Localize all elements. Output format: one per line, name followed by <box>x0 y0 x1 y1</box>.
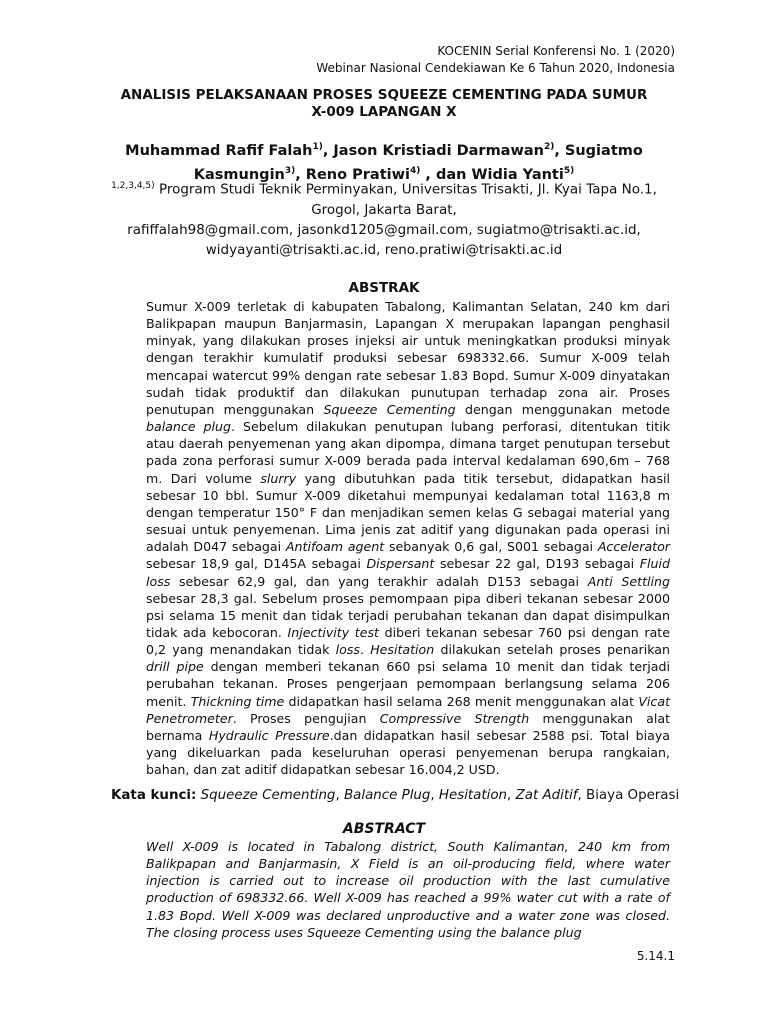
abstrak-text: diberi tekanan sebesar 760 psi dengan rate 0,2 yang menandakan tidak <box>146 624 670 658</box>
abstrak-term: balance plug <box>146 419 232 435</box>
keyword-separator: , <box>507 788 516 803</box>
abstrak-text: sebesar 28,3 gal. Sebelum proses pemompaan pipa diberi tekanan sebesar 2000 psi selama 15 menit dan tidak terjadi perubahan tekanan dan dapat disimpulkan tidak ada kebocoran. <box>146 590 670 640</box>
abstrak-text: . Proses pengujian <box>232 710 380 726</box>
abstrak-text: sebanyak 0,6 gal, S001 sebagai <box>384 539 598 555</box>
abstrak-term: Compressive Strength <box>379 710 530 726</box>
keyword: Zat Aditif <box>515 788 578 803</box>
running-header <box>316 43 675 77</box>
keyword: Hesitation <box>438 788 508 803</box>
keyword-separator: , <box>335 788 344 803</box>
abstrak-body <box>146 298 670 778</box>
header-line-2: Webinar Nasional Cendekiawan Ke 6 Tahun 2020, Indonesia <box>316 61 675 75</box>
abstrak-text: sebesar 22 gal, D193 sebagai <box>434 556 640 572</box>
author-5-mark: 5) <box>563 165 575 176</box>
abstrak-term: Anti Settling <box>587 573 670 589</box>
keyword-tail: , Biaya Operasi <box>577 788 680 803</box>
abstrak-term: Hesitation <box>370 642 435 658</box>
abstrak-text: Sumur X-009 terletak di kabupaten Tabalong, Kalimantan Selatan, 240 km dari Balikpapan maupun Banjarmasin, Lapangan X merupakan lapangan penghasil minyak, yang dilakukan proses injeksi air untuk meningkatkan produksi minyak dengan terakhir kumulatif produksi sebesar 698332.66. Sumur X-009 telah mencapai watercut 99% dengan rate sebesar 1.83 Bopd. Sumur X-009 dinyatakan sudah tidak produktif dan dilakukan punutupan terhadap zona air. Proses penutupan menggunakan <box>146 299 670 417</box>
abstract-body: Well X-009 is located in Tabalong district, South Kalimantan, 240 km from Balikpapan and Banjarmasin, X Field is an oil-producing field, where water injection is carried out to increase oil production with the last cumulative production of 698332.66. Well X-009 has reached a 99% water cut with a rate of 1.83 Bopd. Well X-009 was declared unproductive and a water zone was closed. The closing process uses Squeeze Cementing using the balance plug <box>146 839 670 940</box>
author-1-mark: 1) <box>312 142 323 152</box>
abstrak-term: Dispersant <box>366 556 435 572</box>
author-4-mark: 4) <box>409 165 421 176</box>
abstract-heading: ABSTRACT <box>342 821 426 837</box>
paper-title <box>100 87 668 121</box>
abstrak-term: drill pipe <box>146 659 204 675</box>
abstrak-text: .dan didapatkan hasil sebesar 2588 psi. Total biaya yang dikeluarkan pada keseluruhan operasi penyemenan berupa rangkaian, bahan, dan zat aditif didapatkan sebesar 16.004,2 USD. <box>146 727 670 778</box>
keywords-line <box>111 787 691 805</box>
author-5: , dan Widia Yanti <box>420 166 564 183</box>
author-4: , Reno Pratiwi <box>295 166 410 183</box>
email-line-2: widyayanti@trisakti.ac.id, reno.pratiwi@trisakti.ac.id <box>205 241 563 258</box>
affiliation-mark: 1,2,3,4,5) <box>111 181 155 191</box>
author-3-mark: 3) <box>284 165 296 176</box>
abstrak-term: Squeeze Cementing <box>323 401 456 417</box>
title-line-1: ANALISIS PELAKSANAAN PROSES SQUEEZE CEMENTING PADA SUMUR <box>120 87 648 103</box>
abstrak-heading: ABSTRAK <box>348 280 420 296</box>
page-number: 5.14.1 <box>636 949 675 963</box>
abstrak-term: Accelerator <box>597 539 670 555</box>
abstrak-text: . <box>359 642 371 658</box>
abstrak-term: Hydraulic Pressure <box>208 727 330 743</box>
abstrak-text: menggunakan alat bernama <box>146 710 671 743</box>
abstrak-text: didapatkan hasil selama 268 menit menggunakan alat <box>284 693 639 709</box>
abstrak-term: slurry <box>260 470 297 486</box>
affiliation-text-1: Program Studi Teknik Perminyakan, Universitas Trisakti, Jl. Kyai Tapa No.1, <box>154 181 657 198</box>
affiliation-block <box>95 176 673 260</box>
title-line-2: X-009 LAPANGAN X <box>311 104 457 120</box>
abstrak-text: yang dibutuhkan pada titik tersebut, didapatkan hasil sebesar 10 bbl. Sumur X-009 diketahui mempunyai kedalaman total 1163,8 m dengan temperatur 150° F dan menjadikan semen kelas G sebagai material yang sesuai untuk penyemenan. Lima jenis zat aditif yang digunakan pada operasi ini adalah D047 sebagai <box>146 470 671 555</box>
abstrak-text: . Sebelum dilakukan penutupan lubang perforasi, ditentukan titik atau daerah penyemenan yang akan dipompa, dimana target penutupan tersebut pada zona perforasi sumur X-009 berada pada interval kedalaman 690,6m – 768 m. Dari volume <box>146 419 670 486</box>
abstrak-text: dengan menggunakan metode <box>455 401 671 417</box>
abstrak-text: dengan memberi tekanan 660 psi selama 10 menit dan tidak terjadi perubahan tekanan. Proses pengerjaan pemompaan berlangsung selama 206 menit. <box>146 659 670 709</box>
abstrak-text: dilakukan setelah proses penarikan <box>434 642 671 658</box>
abstrak-term: Injectivity test <box>287 624 379 640</box>
abstrak-term: Thickning time <box>190 693 285 709</box>
abstrak-term: Fluid loss <box>146 556 670 589</box>
author-1: Muhammad Rafif Falah <box>125 142 313 159</box>
author-3: , Sugiatmo Kasmungin <box>193 142 643 183</box>
keyword: Squeeze Cementing <box>196 788 336 803</box>
abstrak-term: Antifoam agent <box>285 539 385 555</box>
author-2: , Jason Kristiadi Darmawan <box>322 142 544 159</box>
affiliation-line-1 <box>95 176 673 200</box>
keyword: Balance Plug <box>343 788 431 803</box>
keywords-label: Kata kunci: <box>111 788 197 803</box>
keyword-separator: , <box>430 788 439 803</box>
abstrak-term: loss <box>335 642 360 658</box>
email-line-1: rafiffalah98@gmail.com, jasonkd1205@gmail.com, sugiatmo@trisakti.ac.id, <box>127 221 641 238</box>
header-line-1: KOCENIN Serial Konferensi No. 1 (2020) <box>437 44 675 58</box>
author-2-mark: 2) <box>543 142 555 152</box>
abstrak-text: sebesar 62,9 gal, dan yang terakhir adalah D153 sebagai <box>170 573 588 589</box>
affiliation-line-2: Grogol, Jakarta Barat, <box>311 201 457 218</box>
abstrak-text: sebesar 18,9 gal, D145A sebagai <box>146 556 367 572</box>
abstrak-term: Vicat Penetrometer <box>146 693 671 726</box>
